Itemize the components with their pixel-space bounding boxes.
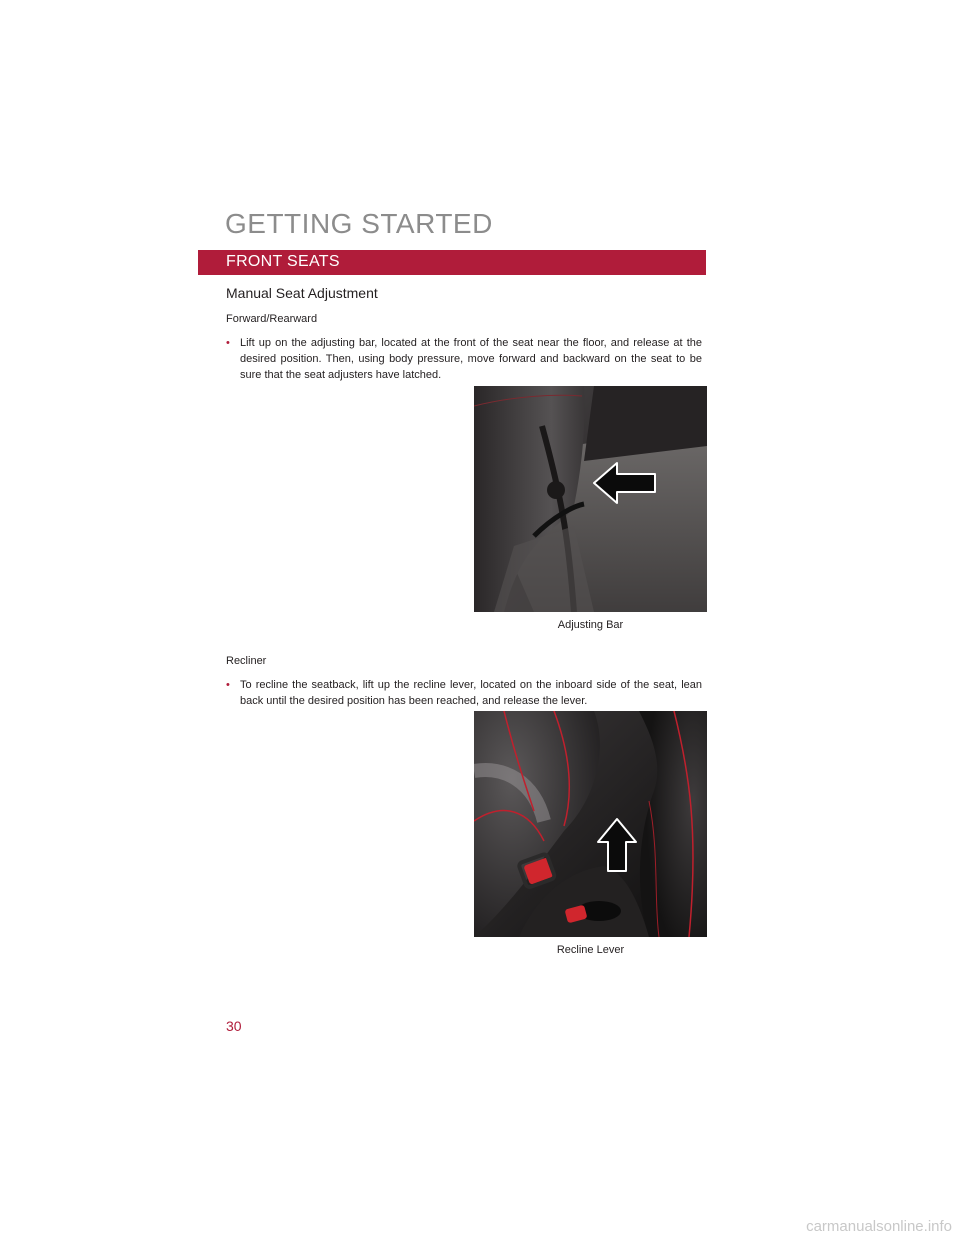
forward-rearward-text: Lift up on the adjusting bar, located at the front of the seat near the floor, and release at the desired position. Then, using body pressure, move forward and backward on the seat to be sure that the seat adjusters have latched. [240, 337, 702, 381]
adjusting-bar-photo [474, 386, 707, 612]
forward-rearward-heading: Forward/Rearward [226, 313, 318, 325]
recline-lever-photo [474, 711, 707, 937]
bullet-marker: • [226, 337, 230, 349]
page-number: 30 [226, 1018, 242, 1034]
watermark: carmanualsonline.info [806, 1218, 952, 1235]
section-title-bar [198, 250, 706, 275]
recliner-bullet [226, 677, 702, 709]
recliner-heading: Recliner [226, 655, 267, 667]
bullet-marker: • [226, 679, 230, 691]
chapter-title: GETTING STARTED [225, 208, 493, 239]
adjusting-bar-caption: Adjusting Bar [557, 619, 624, 631]
recline-lever-caption: Recline Lever [556, 944, 625, 956]
recliner-text: To recline the seatback, lift up the recline lever, located on the inboard side of the seat, lean back until the desired position has been reached, and release the lever. [240, 679, 702, 707]
section-title: FRONT SEATS [226, 253, 340, 270]
forward-rearward-bullet [226, 335, 702, 383]
subsection-heading: Manual Seat Adjustment [226, 285, 378, 301]
